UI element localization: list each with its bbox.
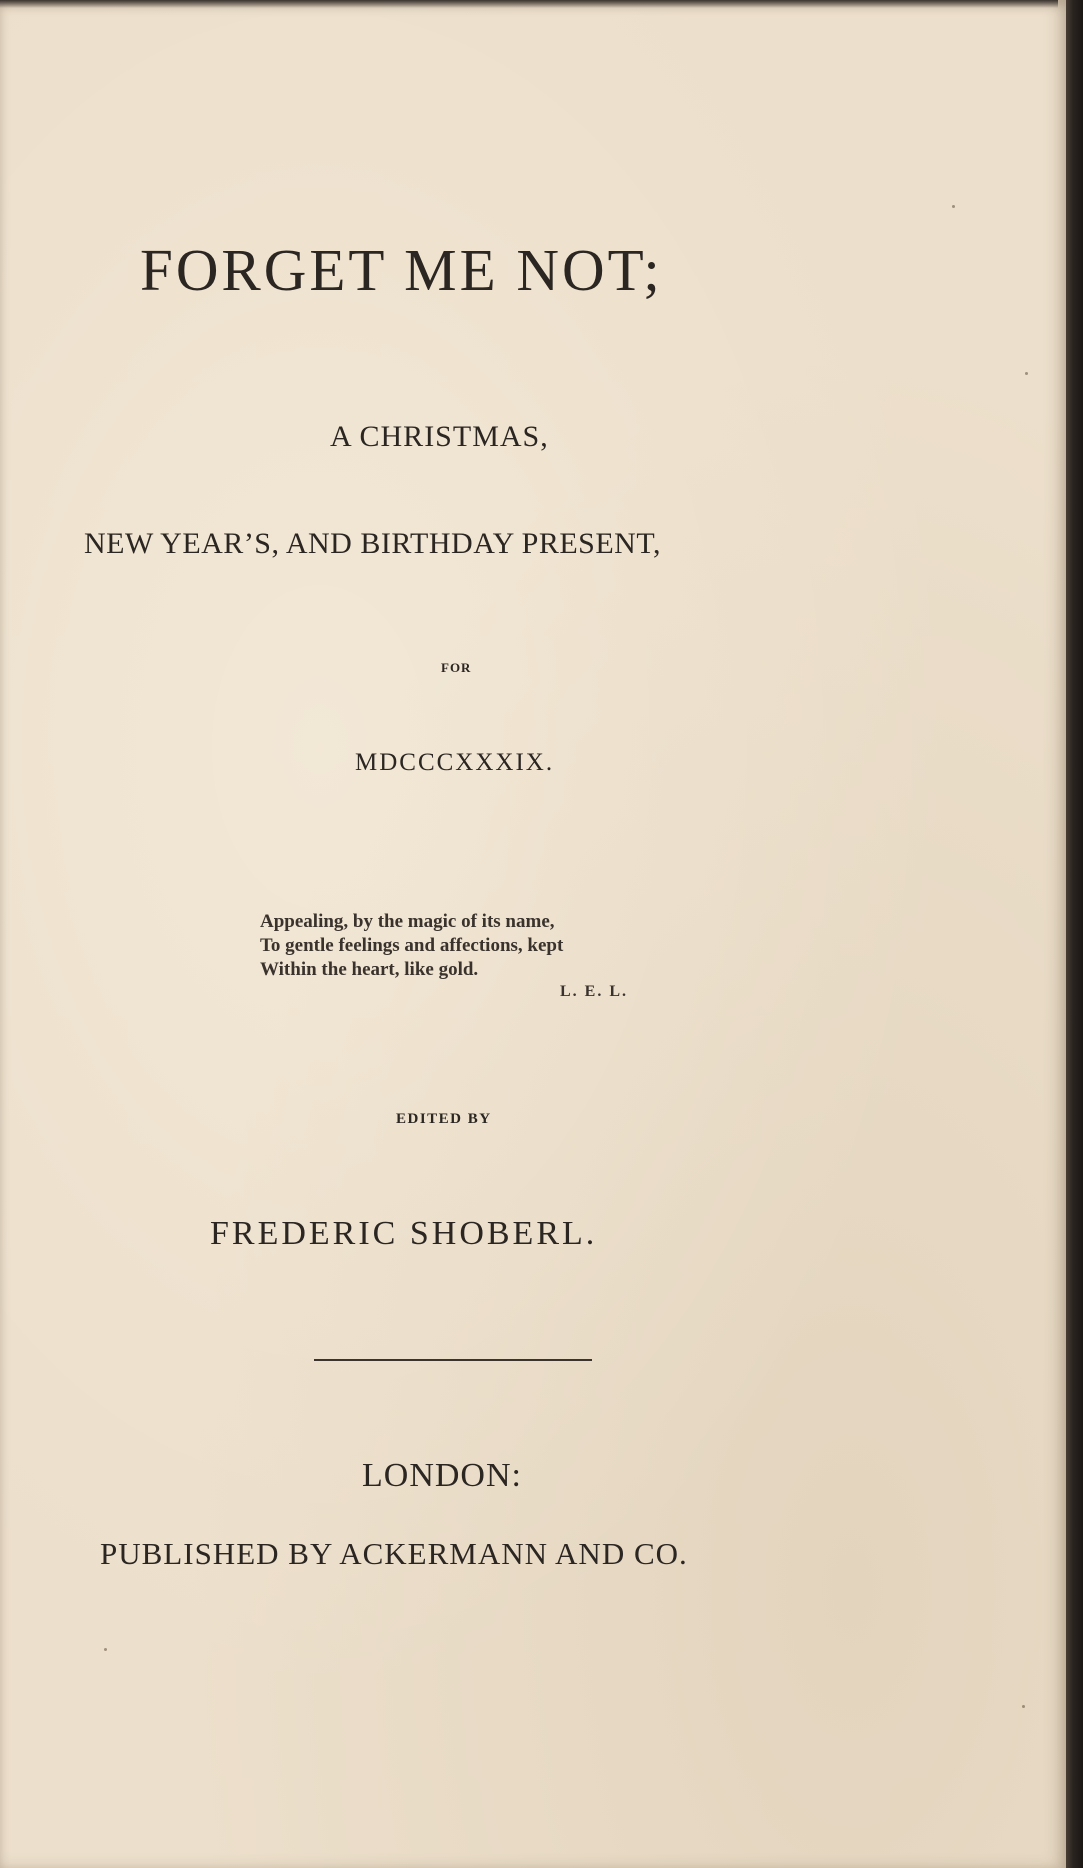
epigraph-line: To gentle feelings and affections, kept	[260, 935, 564, 956]
horizontal-rule	[314, 1359, 592, 1361]
paper-speck	[104, 1648, 107, 1651]
imprint-publisher: PUBLISHED BY ACKERMANN AND CO.	[100, 1536, 688, 1571]
for-label: FOR	[441, 660, 472, 675]
year-roman-numeral: MDCCCXXXIX.	[355, 749, 555, 776]
book-title: FORGET ME NOT;	[140, 237, 663, 303]
epigraph-line: Within the heart, like gold.	[260, 959, 479, 980]
imprint-place: LONDON:	[362, 1457, 522, 1494]
paper-speck	[952, 205, 955, 208]
epigraph-attribution: L. E. L.	[560, 983, 629, 1000]
epigraph-line: Appealing, by the magic of its name,	[260, 911, 555, 932]
subtitle-line-1: A CHRISTMAS,	[330, 420, 549, 453]
paper-speck	[1025, 372, 1028, 375]
edited-by-label: EDITED BY	[396, 1111, 492, 1127]
epigraph	[260, 910, 563, 982]
subtitle-line-2: NEW YEAR’S, AND BIRTHDAY PRESENT,	[84, 527, 661, 560]
editor-name: FREDERIC SHOBERL.	[210, 1215, 598, 1252]
page-top-edge	[0, 0, 1058, 8]
paper-speck	[1022, 1705, 1025, 1708]
